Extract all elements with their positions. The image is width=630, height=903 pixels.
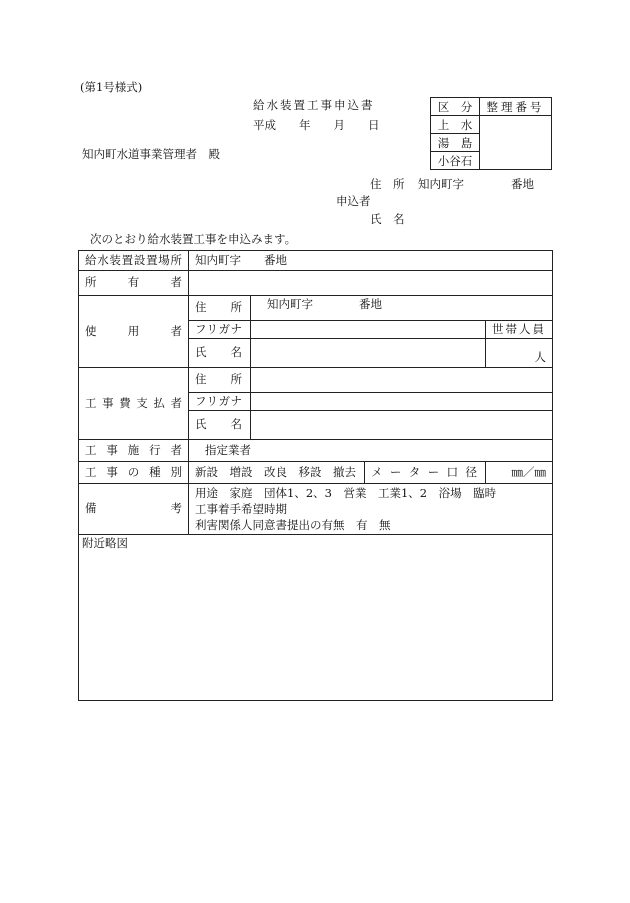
user-furigana-label: フリガナ bbox=[189, 321, 251, 339]
work-type-options[interactable]: 新設 増設 改良 移設 撤去 bbox=[189, 462, 365, 484]
household-label: 世帯人員 bbox=[486, 321, 553, 339]
classification-header-right: 整理番号 bbox=[480, 98, 552, 116]
user-label: 使用者 bbox=[79, 296, 189, 368]
payer-furigana-value[interactable] bbox=[251, 393, 553, 411]
site-value[interactable]: 知内町字 番地 bbox=[189, 251, 553, 271]
applicant-role-label: 申込者 bbox=[336, 194, 371, 208]
applicant-address-label: 住 所 bbox=[370, 177, 405, 191]
site-label: 給水装置設置場所 bbox=[79, 251, 189, 271]
payer-name-value[interactable] bbox=[251, 411, 553, 440]
applicant-address-suffix: 番地 bbox=[511, 177, 534, 191]
payer-name-label: 氏名 bbox=[189, 411, 251, 440]
registration-number-cell[interactable] bbox=[480, 116, 552, 170]
user-address-value[interactable]: 知内町字 番地 bbox=[251, 296, 553, 321]
application-table bbox=[78, 250, 553, 701]
classification-box bbox=[430, 97, 552, 170]
classification-row-3: 小谷石 bbox=[431, 152, 480, 170]
remarks-start-date[interactable]: 工事着手希望時期 bbox=[195, 502, 287, 516]
payer-address-label: 住所 bbox=[189, 368, 251, 393]
vicinity-map-area[interactable] bbox=[79, 535, 553, 701]
addressee: 知内町水道事業管理者 殿 bbox=[82, 147, 220, 161]
intro-text: 次のとおり給水装置工事を申込みます。 bbox=[90, 232, 297, 246]
user-furigana-value[interactable] bbox=[251, 321, 486, 339]
form-title: 給水装置工事申込書 bbox=[253, 98, 375, 112]
owner-label: 所有者 bbox=[79, 271, 189, 296]
remarks-content bbox=[189, 484, 553, 535]
user-name-value[interactable] bbox=[251, 339, 486, 368]
meter-unit[interactable]: ㎜／㎜ bbox=[486, 462, 553, 484]
vicinity-map-label: 附近略図 bbox=[82, 536, 128, 550]
household-persons[interactable]: 人 bbox=[486, 339, 553, 368]
remarks-label: 備考 bbox=[79, 484, 189, 535]
payer-furigana-label: フリガナ bbox=[189, 393, 251, 411]
applicant-name-label: 氏 名 bbox=[370, 212, 405, 226]
applicant-address-value: 知内町字 bbox=[418, 177, 464, 191]
meter-label: メーター口径 bbox=[365, 462, 486, 484]
work-type-label: 工事の種別 bbox=[79, 462, 189, 484]
form-number: (第1号様式) bbox=[80, 80, 143, 94]
user-address-label: 住所 bbox=[189, 296, 251, 321]
payer-address-value[interactable] bbox=[251, 368, 553, 393]
contractor-label: 工事施行者 bbox=[79, 440, 189, 462]
classification-row-1: 上 水 bbox=[431, 116, 480, 134]
classification-header-left: 区 分 bbox=[431, 98, 480, 116]
payer-label: 工事費支払者 bbox=[79, 368, 189, 440]
remarks-consent[interactable]: 利害関係人同意書提出の有無 有 無 bbox=[195, 518, 391, 532]
owner-value[interactable] bbox=[189, 271, 553, 296]
classification-row-2: 湯 島 bbox=[431, 134, 480, 152]
date-line: 平成 年 月 日 bbox=[253, 118, 380, 132]
remarks-usage[interactable]: 用途 家庭 団体1、2、3 営業 工業1、2 浴場 臨時 bbox=[195, 486, 497, 500]
contractor-value[interactable]: 指定業者 bbox=[189, 440, 553, 462]
user-name-label: 氏名 bbox=[189, 339, 251, 368]
